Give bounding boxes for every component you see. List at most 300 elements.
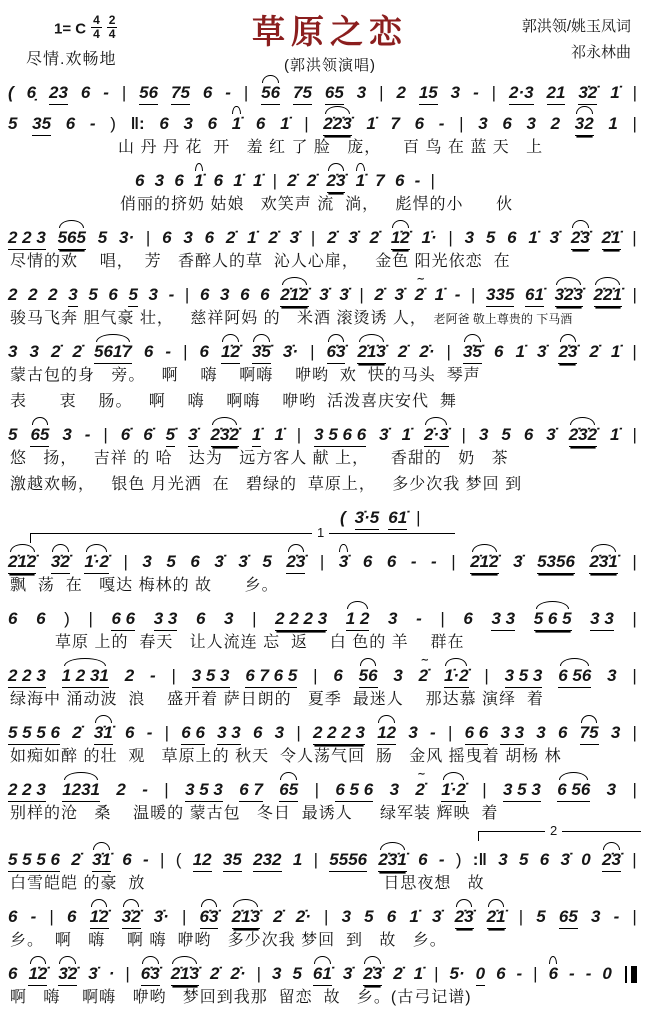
note-token: 1̇·2̇ — [84, 552, 109, 574]
note-token: - — [225, 83, 231, 102]
barline: | — [310, 342, 315, 361]
note-token: 3 — [498, 850, 508, 869]
music-line-0 — [0, 74, 645, 105]
barline: | — [160, 850, 165, 869]
note-token: 1̇·2̇ — [441, 780, 466, 802]
lyric-line-4: 俏丽的挤奶 姑娘 欢笑声 流 淌， 彪悍的小 伙 — [120, 196, 514, 213]
note-token: 6̇ — [143, 425, 153, 444]
note-token: ( — [8, 83, 14, 102]
note-token: 3̇· — [282, 342, 299, 361]
barline: | — [447, 723, 453, 742]
note-token: 3 — [183, 228, 193, 247]
note-token: 6 5 6 — [335, 780, 373, 802]
note-token: 6 — [8, 907, 18, 926]
note-token: 2̇ — [374, 285, 384, 304]
final-barline — [625, 966, 637, 983]
lyric-line-14: 激越欢畅， 银色 月光洒 在 碧绿的 草原上， 多少次我 梦回 到 — [10, 476, 523, 493]
music-line-12 — [0, 416, 645, 447]
note-token: 0 — [602, 964, 612, 983]
note-token: 3 — [464, 228, 475, 247]
volta-bracket-1 — [0, 525, 645, 543]
note-token: 2 2 3 — [8, 666, 46, 688]
note-token: 1̇ — [434, 285, 445, 304]
note-token: 1̇2̇ — [90, 907, 109, 929]
note-token: 1̇ — [252, 425, 261, 447]
note-token: 3 — [154, 171, 165, 190]
note-token: 2·3 — [509, 83, 534, 105]
note-token: 1 2 31 — [62, 666, 109, 688]
barline: | — [319, 552, 325, 571]
note-token: 3 — [393, 666, 403, 685]
note-token: 2̇1̇ — [487, 907, 506, 929]
barline: | — [243, 83, 249, 102]
note-token: - — [438, 114, 445, 133]
note-token: 2̇1̇3̇ — [171, 964, 199, 986]
note-token: 2 — [550, 114, 561, 133]
performer-credit: (郭洪领演唱) — [284, 57, 376, 75]
barline: | — [451, 552, 456, 571]
barline: | — [446, 342, 451, 361]
note-token: 2 — [396, 83, 406, 102]
note-token: 6 — [204, 228, 215, 247]
note-token: 0 — [476, 964, 485, 986]
note-token: 5̇ — [166, 425, 175, 447]
note-token: 5356 — [537, 552, 575, 574]
barline: | — [430, 171, 435, 190]
note-token: 2̇1̇ — [602, 228, 621, 250]
barline: | — [482, 780, 487, 799]
barline: | — [632, 342, 637, 361]
note-token: 3 — [272, 964, 282, 983]
note-token: 6 — [557, 723, 568, 742]
composer-credit: 祁永林曲 — [570, 43, 631, 61]
note-token: 6 — [125, 723, 135, 742]
note-token: 3̇1̇ — [94, 723, 113, 745]
barline: | — [256, 964, 262, 983]
barline: | — [632, 780, 637, 799]
note-token: 3 — [536, 723, 546, 742]
note-token: 56 — [261, 83, 280, 105]
note-token: 2̇3̇ — [571, 228, 590, 250]
barline: | — [459, 114, 464, 133]
note-token: 65 — [325, 83, 344, 105]
volta-label: 2 — [545, 823, 562, 838]
note-token: 3 — [148, 285, 159, 304]
score — [0, 74, 645, 1012]
note-token: 3 5 3 — [185, 780, 223, 802]
music-line-30 — [0, 898, 645, 929]
note-token: 6 — [255, 114, 266, 133]
note-token: 3 — [356, 83, 367, 102]
note-token: 6 — [202, 83, 213, 102]
note-token: 5 — [97, 228, 108, 247]
barline: | — [314, 780, 319, 799]
note-token: 3 — [478, 425, 489, 444]
note-token: 2̇1̇3̇ — [357, 342, 385, 364]
note-token: - — [416, 609, 422, 628]
note-token: 65 — [559, 907, 578, 929]
lyric-line-26: 别样的沧 桑 温暖的 蒙古包 冬日 最诱人 绿军装 辉映 着 — [10, 805, 499, 822]
meter-fraction: $\frac{2}{4}$ — [108, 13, 116, 41]
note-token: 3 — [526, 114, 536, 133]
volta-line — [30, 533, 455, 543]
note-token: 6 — [502, 114, 512, 133]
barline: | — [252, 609, 257, 628]
note-token: 6 7 6 5 — [245, 666, 297, 688]
note-token: 6 — [8, 609, 18, 628]
note-token: - — [431, 552, 437, 571]
note-token: 2̇ — [369, 228, 380, 247]
note-token: 2̇ ∼ — [415, 780, 424, 801]
note-token: 2̇3̇1̇ — [378, 850, 406, 872]
note-token: 6̣ — [26, 83, 37, 102]
barline: | — [171, 666, 176, 685]
note-token: 3 5 6 6 — [314, 425, 366, 447]
note-token: 6 — [240, 285, 250, 304]
note-token: - — [103, 83, 109, 102]
note-token: 6 — [386, 907, 397, 926]
barline: | — [324, 907, 329, 926]
note-token: 3̇2̇ — [58, 964, 77, 986]
note-token: 2̇ — [273, 907, 283, 926]
barline: | — [533, 964, 538, 983]
note-token: - — [430, 723, 436, 742]
barline: | — [121, 83, 127, 102]
note-token: 335 — [486, 285, 514, 307]
note-token: 15 — [419, 83, 438, 105]
note-token: 6 — [213, 171, 224, 190]
note-token: 3̇2̇ — [122, 907, 141, 929]
note-token: 2̇ — [327, 228, 337, 247]
note-token: 2 2 2 3 — [313, 723, 365, 745]
note-token: 6 — [190, 552, 200, 571]
note-token: 1̇· — [421, 228, 437, 247]
note-token: - — [569, 964, 575, 983]
note-token: 3 — [610, 723, 621, 742]
music-line-32 — [0, 955, 645, 986]
note-token: 1̇ — [247, 228, 257, 247]
note-token: - — [516, 964, 523, 983]
note-token: - — [143, 850, 149, 869]
note-token: 2̇2̇1̇ — [594, 285, 622, 307]
note-token: 1̇ — [515, 342, 525, 361]
note-token: 5 — [8, 425, 18, 444]
note-token: 1̇·2̇ — [444, 666, 469, 688]
note-token: 3 3 — [154, 609, 178, 631]
note-token: - — [438, 850, 445, 869]
barline: | — [632, 907, 637, 926]
lyric-line-6: 尽情的欢 唱， 芳 香醉人的草 沁人心扉， 金色 阳光依恋 在 — [10, 253, 511, 270]
note-token: 5 6 5 — [534, 609, 572, 631]
barline: | — [310, 228, 316, 247]
note-token: - — [165, 342, 172, 361]
note-token: 6 56 — [557, 780, 590, 802]
barline: | — [123, 552, 128, 571]
note-token: 1̇ — [366, 114, 376, 133]
note-token: 3̇1̇ — [92, 850, 111, 872]
barline: | — [181, 907, 187, 926]
note-token: - — [84, 425, 91, 444]
note-token: 3 — [224, 609, 234, 628]
note-token: 5556 — [329, 850, 367, 872]
note-token: 1̇ — [401, 425, 412, 444]
note-token: 3̇ — [342, 964, 353, 983]
note-token: 6̇3̇ — [200, 907, 219, 929]
note-token: 2̇ — [393, 964, 403, 983]
note-token: 2̇ — [71, 850, 81, 869]
note-token: 561̇7 — [94, 342, 132, 364]
note-token: 2 2 3 — [8, 780, 46, 802]
barline: | — [632, 114, 637, 133]
barline: | — [518, 907, 524, 926]
barline: | — [434, 964, 439, 983]
note-token: 7 — [390, 114, 400, 133]
note-token: 2̇3̇ — [327, 171, 346, 193]
note-token: 1̇2̇ — [28, 964, 47, 986]
note-token: - — [473, 83, 479, 102]
note-token: 56 — [359, 666, 378, 688]
barline: ) — [455, 850, 462, 869]
note-token: - — [168, 285, 175, 304]
volta-bracket-2 — [0, 823, 645, 841]
note-token: 6 — [135, 171, 145, 190]
note-token: 3̇ — [289, 228, 300, 247]
barline: | — [632, 723, 637, 742]
note-token: 75 — [580, 723, 599, 745]
header — [0, 0, 645, 74]
note-token: 3 — [274, 723, 285, 742]
note-token: 1 2 — [346, 609, 370, 631]
note-token: 1̇ — [610, 425, 620, 444]
note-token: 6 7 — [239, 780, 263, 802]
note-token: 6 — [207, 114, 218, 133]
note-token: 232 — [253, 850, 281, 872]
note-token: 6 — [386, 552, 397, 571]
barline: | — [184, 285, 190, 304]
note-token: 2 — [116, 780, 126, 799]
note-token: 2̇ — [268, 228, 278, 247]
note-token: 1̇ — [610, 83, 620, 102]
note-token: 3̇ — [214, 552, 224, 571]
lyric-line-18: 飘 荡 在 嘎达 梅林的 故 乡。 — [10, 577, 279, 594]
barline: ) — [110, 114, 116, 133]
note-token: 3̇ — [394, 285, 404, 304]
note-token: 3̇ — [319, 285, 329, 304]
note-token: 3̇· — [153, 907, 169, 926]
note-token: 1̇ — [528, 228, 538, 247]
note-token: 12 — [193, 850, 212, 872]
lyric-line-13: 悠 扬， 吉祥 的 哈 达为 远方客人 献 上， 香甜的 奶 茶 — [10, 450, 509, 467]
note-token: 6 — [394, 171, 405, 190]
note-token: 2̇ ∼ — [419, 666, 428, 687]
note-token: 1 — [608, 114, 618, 133]
note-token: 6 — [414, 114, 425, 133]
note-token: - — [585, 964, 592, 983]
note-token: 3 — [450, 83, 461, 102]
note-token: 3̇ — [238, 552, 248, 571]
note-token: 1̇2̇ — [221, 342, 240, 364]
barline: | — [125, 964, 130, 983]
note-token: 2̇3̇ — [455, 907, 474, 929]
key-tempo-block — [14, 14, 199, 69]
barline: | — [272, 171, 278, 190]
note-token: 2 2 3 — [8, 228, 46, 250]
music-line-28 — [0, 841, 645, 872]
barline: | — [461, 425, 466, 444]
note-token: 2̇3̇1̇ — [589, 552, 617, 574]
note-token: 6 — [260, 285, 270, 304]
barline: | — [183, 342, 188, 361]
note-token: 565 — [58, 228, 86, 250]
note-token: 2̇2̇3̇ — [323, 114, 351, 136]
note-token: 6 — [8, 964, 18, 983]
barline: | — [491, 83, 497, 102]
note-token: 2̇1̇3̇ — [232, 907, 260, 929]
music-line-5 — [0, 219, 645, 250]
note-token: 35 — [32, 114, 51, 136]
music-line-17 — [0, 543, 645, 574]
note-token: 61̇ — [525, 285, 544, 307]
note-token: 2̇1̇2̇ — [280, 285, 308, 307]
note-token: 2̇· — [230, 964, 246, 983]
barline: | — [632, 228, 637, 247]
note-token: 2̇ — [306, 171, 317, 190]
note-token: - — [142, 780, 148, 799]
note-token: 6 — [162, 228, 172, 247]
note-token: - — [30, 907, 37, 926]
note-token: 6 — [496, 964, 506, 983]
note-token: 56 — [139, 83, 158, 105]
note-token: - — [146, 723, 153, 742]
note-token: 2 — [124, 666, 135, 685]
note-token: 6 — [199, 285, 210, 304]
note-token: 2̇ — [397, 342, 408, 361]
note-token: 65 — [279, 780, 298, 802]
music-line-1 — [0, 105, 645, 136]
note-token: 61̇ — [313, 964, 332, 986]
note-token: 3 — [183, 114, 193, 133]
lyric-line-31: 乡。 啊 嗨 啊 嗨 咿哟 多少次我 梦回 到 故 乡。 — [10, 932, 447, 949]
note-token: 2̇3̇ — [602, 850, 621, 872]
note-token: ( — [340, 508, 346, 527]
note-token: 5 — [88, 285, 98, 304]
note-token: 1 — [292, 850, 303, 869]
lyric-line-8: 骏马飞奔 胆气豪 壮， 慈祥阿妈 的 米酒 滚烫诱 人， 老阿爸 敬上尊贵的 下马酒 — [10, 310, 573, 327]
note-token: 3· — [119, 228, 135, 247]
note-token: 1̇2̇ — [391, 228, 410, 250]
note-token: 3 3 — [491, 609, 515, 631]
barline: | — [304, 114, 309, 133]
note-token: 65 — [30, 425, 49, 447]
note-token: 6 — [252, 723, 263, 742]
note-token: 6 — [539, 850, 550, 869]
repeat-sign: :‖ — [472, 850, 487, 869]
note-token: 3 5 3 — [505, 666, 543, 688]
note-token: - — [414, 171, 421, 190]
note-token: · — [108, 964, 115, 983]
barline: | — [313, 666, 318, 685]
barline: | — [632, 83, 637, 102]
note-token: 5 — [292, 964, 302, 983]
note-token: 3 — [607, 666, 617, 685]
note-token: 0 — [581, 850, 591, 869]
note-token: 5 — [128, 285, 137, 307]
note-token: 6 6 — [111, 609, 135, 631]
note-token: 6 — [493, 342, 504, 361]
note-token: 5 — [485, 228, 496, 247]
note-token: 2̇3̇2̇ — [211, 425, 239, 447]
barline: | — [440, 609, 445, 628]
note-token: 2̇· — [419, 342, 435, 361]
note-token: 5· — [449, 964, 465, 983]
note-token: 5 — [262, 552, 272, 571]
note-token: 21 — [547, 83, 566, 105]
note-token: 1̇ — [274, 425, 284, 444]
note-token: - — [410, 552, 417, 571]
note-token: 6 — [362, 552, 373, 571]
music-line-3 — [127, 162, 435, 193]
note-token: 3 — [142, 552, 152, 571]
note-token: 6 — [523, 425, 534, 444]
lyricist-credit: 郭洪领/姚玉凤词 — [521, 18, 631, 35]
barline: ) — [64, 609, 70, 628]
lyric-line-11: 表 衷 肠。 啊 嗨 啊嗨 咿哟 活泼喜庆安代 舞 — [10, 393, 457, 410]
note-token: 1̇ — [193, 171, 204, 190]
meter-signatures — [86, 13, 117, 41]
note-token: 1231 — [62, 780, 100, 802]
barline: | — [313, 850, 318, 869]
barline: | — [632, 609, 637, 628]
note-token: 3̇ — [549, 228, 560, 247]
barline: | — [164, 780, 169, 799]
note-token: 7 — [375, 171, 385, 190]
note-token: 6 6 — [465, 723, 489, 745]
barline: | — [145, 228, 151, 247]
meter-fraction: $\frac{4}{4}$ — [93, 13, 100, 41]
note-token: 5 5 5 6 — [8, 723, 60, 745]
note-token: 3̇ — [513, 552, 523, 571]
note-token: 3̇ — [88, 964, 98, 983]
note-token: 6̇ — [120, 425, 131, 444]
barline: | — [471, 285, 476, 304]
lyric-line-29: 白雪皑皑 的豪 放 日思夜想 故 — [10, 875, 485, 892]
note-token: - — [89, 114, 96, 133]
note-token: 3 — [29, 342, 39, 361]
barline: | — [484, 666, 489, 685]
note-token: 3 — [389, 780, 400, 799]
note-token: 2̇ ∼ — [415, 285, 424, 306]
note-token: 3̇2̇ — [51, 552, 70, 574]
note-token: - — [454, 285, 461, 304]
note-token: 6 — [195, 609, 206, 628]
barline: | — [632, 850, 637, 869]
lyric-small-tail: 老阿爸 敬上尊贵的 下马酒 — [426, 312, 573, 326]
note-token: 3̇2̇ — [578, 83, 597, 105]
note-token: 6 — [418, 850, 428, 869]
note-token: 3 — [388, 609, 398, 628]
note-token: 2 — [8, 285, 18, 304]
note-token: 1̇ — [252, 171, 263, 190]
note-token: 2̇ — [210, 964, 220, 983]
barline: ( — [175, 850, 182, 869]
note-token: 2̇3̇ — [363, 964, 382, 986]
note-token: 3̇ — [338, 552, 349, 571]
note-token: 3 5 3 — [503, 780, 541, 802]
note-token: 1̇ — [233, 171, 243, 190]
credits-block — [461, 14, 631, 65]
note-token: 1̇ — [413, 964, 424, 983]
note-token: 5 — [501, 425, 511, 444]
